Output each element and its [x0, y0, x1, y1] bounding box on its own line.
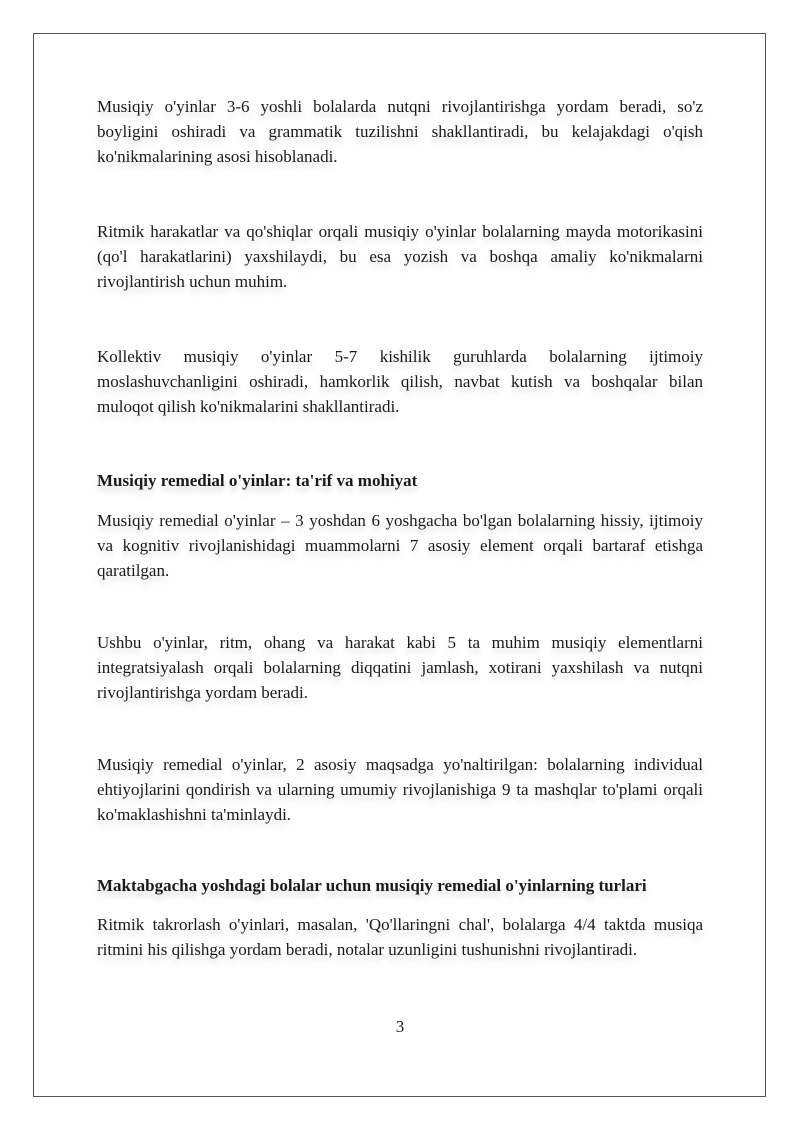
page-content — [97, 94, 703, 962]
paragraph-motor-skills: Ritmik harakatlar va qo'shiqlar orqali musiqiy o'yinlar bolalarning mayda motorikasini (qo'l harakatlarini) yaxshilaydi, bu esa yozish va boshqa amaliy ko'nikmalarni rivojlantirish uchun muhim. — [97, 222, 703, 291]
paragraph-speech-development: Musiqiy o'yinlar 3-6 yoshli bolalarda nutqni rivojlantirishga yordam beradi, so'z boyligini oshiradi va grammatik tuzilishni shakllantiradi, bu kelajakdagi o'qish ko'nikmalarining asosi hisoblanadi. — [97, 97, 703, 166]
section-heading-definition: Musiqiy remedial o'yinlar: ta'rif va mohiyat — [97, 471, 418, 490]
page-number: 3 — [395, 1017, 405, 1036]
paragraph-social-adaptation: Kollektiv musiqiy o'yinlar 5-7 kishilik guruhlarda bolalarning ijtimoiy moslashuvchanligini oshiradi, hamkorlik qilish, navbat kutish va boshqalar bilan muloqot qilish ko'nikmalarini shakllantiradi. — [97, 347, 703, 416]
paragraph-musical-elements: Ushbu o'yinlar, ritm, ohang va harakat kabi 5 ta muhim musiqiy elementlarni integratsiyalash orqali bolalarning diqqatini jamlash, xotirani yaxshilash va nutqni rivojlantirishga yordam beradi. — [97, 633, 703, 702]
paragraph-remedial-goals: Musiqiy remedial o'yinlar, 2 asosiy maqsadga yo'naltirilgan: bolalarning individual ehtiyojlarini qondirish va ularning umumiy rivojlanishiga 9 ta mashqlar to'plami orqali ko'maklashishni ta'minlaydi. — [97, 755, 703, 824]
paragraph-rhythm-games: Ritmik takrorlash o'yinlari, masalan, 'Qo'llaringni chal', bolalarga 4/4 taktda musiqa ritmini his qilishga yordam beradi, notalar uzunligini tushunishni rivojlantiradi. — [97, 915, 703, 959]
section-heading-types: Maktabgacha yoshdagi bolalar uchun musiqiy remedial o'yinlarning turlari — [97, 876, 647, 895]
paragraph-remedial-definition: Musiqiy remedial o'yinlar – 3 yoshdan 6 yoshgacha bo'lgan bolalarning hissiy, ijtimoiy va kognitiv rivojlanishidagi muammolarni 7 asosiy element orqali bartaraf etishga qaratilgan. — [97, 511, 703, 580]
